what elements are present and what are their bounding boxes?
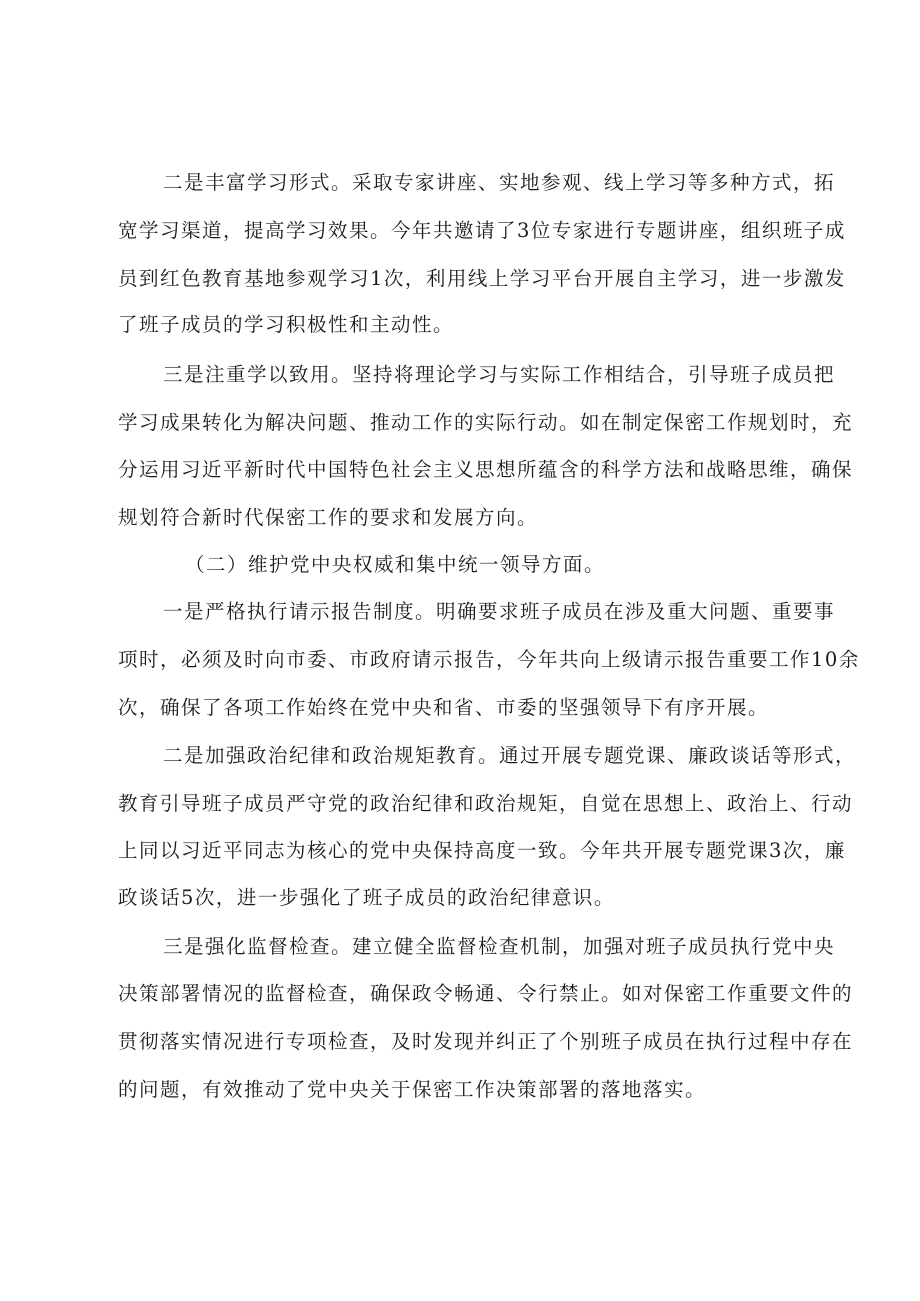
paragraph-line: 决策部署情况的监督检查，确保政令畅通、令行禁止。如对保密工作重要文件的 xyxy=(118,982,854,1005)
paragraph-line: 规划符合新时代保密工作的要求和发展方向。 xyxy=(118,506,539,529)
paragraph-line: 分运用习近平新时代中国特色社会主义思想所蕴含的科学方法和战略思维，确保 xyxy=(118,458,854,481)
paragraph-line: 政谈话5次，进一步强化了班子成员的政治纪律意识。 xyxy=(118,886,615,909)
paragraph-line: 项时，必须及时向市委、市政府请示报告，今年共向上级请示报告重要工作10余 xyxy=(118,648,860,671)
paragraph-line: 二是加强政治纪律和政治规矩教育。通过开展专题党课、廉政谈话等形式， xyxy=(163,744,857,767)
paragraph-line: 三是强化监督检查。建立健全监督检查机制，加强对班子成员执行党中央 xyxy=(163,935,836,958)
paragraph-line: 上同以习近平同志为核心的党中央保持高度一致。今年共开展专题党课3次，廉 xyxy=(118,839,846,862)
paragraph-line: 贯彻落实情况进行专项检查，及时发现并纠正了个别班子成员在执行过程中存在 xyxy=(118,1030,854,1053)
paragraph-line: 的问题，有效推动了党中央关于保密工作决策部署的落地落实。 xyxy=(118,1078,707,1101)
section-heading: （二）维护党中央权威和集中统一领导方面。 xyxy=(185,553,606,576)
paragraph-line: 员到红色教育基地参观学习1次，利用线上学习平台开展自主学习，进一步激发 xyxy=(118,267,846,290)
paragraph-line: 二是丰富学习形式。采取专家讲座、实地参观、线上学习等多种方式，拓 xyxy=(163,171,836,194)
paragraph-line: 三是注重学以致用。坚持将理论学习与实际工作相结合，引导班子成员把 xyxy=(163,363,836,386)
paragraph-line: 了班子成员的学习积极性和主动性。 xyxy=(118,313,455,336)
paragraph-line: 一是严格执行请示报告制度。明确要求班子成员在涉及重大问题、重要事 xyxy=(163,600,836,623)
paragraph-line: 教育引导班子成员严守党的政治纪律和政治规矩，自觉在思想上、政治上、行动 xyxy=(118,792,854,815)
paragraph-line: 学习成果转化为解决问题、推动工作的实际行动。如在制定保密工作规划时，充 xyxy=(118,411,854,434)
paragraph-line: 宽学习渠道，提高学习效果。今年共邀请了3位专家进行专题讲座，组织班子成 xyxy=(118,219,846,242)
paragraph-line: 次，确保了各项工作始终在党中央和省、市委的坚强领导下有序开展。 xyxy=(118,696,770,719)
